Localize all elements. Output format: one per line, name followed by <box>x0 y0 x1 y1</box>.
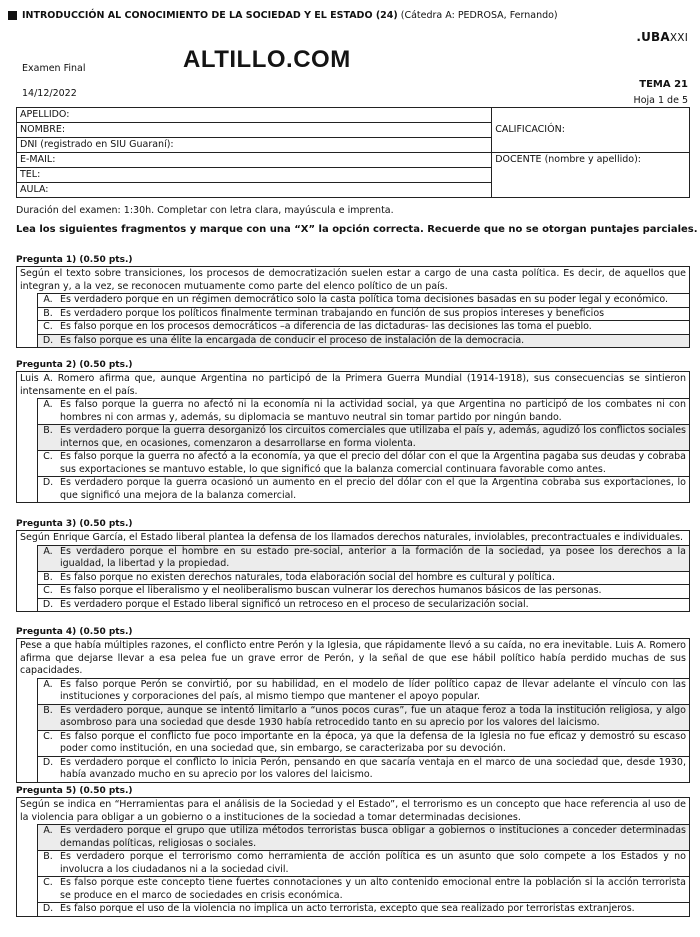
option-c[interactable] <box>37 450 689 476</box>
option-d[interactable] <box>37 902 689 916</box>
option-letter: D. <box>42 598 54 610</box>
option-text: Es falso porque en los procesos democráticos –a diferencia de las dictaduras- las decisiones las toma el pueblo. <box>60 321 592 332</box>
option-text: Es falso porque el liberalismo y el neoliberalismo buscan vulnerar los derechos humanos básicos de las personas. <box>60 585 602 596</box>
option-d[interactable] <box>37 476 689 502</box>
option-text: Es falso porque la guerra no afectó ni la economía ni la actividad social, ya que Argentina no participó de los combates ni con hombres ni con armas y, además, su diplomacia se mantuvo neutral sin tomar partido por ningún bando. <box>60 399 686 423</box>
question-3 <box>16 518 690 612</box>
option-letter: B. <box>43 571 53 583</box>
option-text: Es verdadero porque el terrorismo como herramienta de acción política es un asunto que solo compete a los Estados y no involucra a los ciudadanos ni a la sociedad civil. <box>60 851 686 875</box>
question-box <box>16 266 690 348</box>
option-a[interactable] <box>37 678 689 704</box>
option-letter: D. <box>42 756 54 768</box>
course-title <box>22 8 562 24</box>
question-title: Pregunta 3) (0.50 pts.) <box>16 519 133 529</box>
option-text: Es falso porque la guerra no afectó a la economía, ya que el precio del dólar con el que la Argentina pagaba sus deudas y cobraba sus exportaciones se mantuvo estable, lo que significó que la balanza comercial continuara favorable como antes. <box>60 451 686 475</box>
option-d[interactable] <box>37 598 689 612</box>
question-box <box>16 530 690 612</box>
exam-theme: TEMA 21 <box>639 79 688 90</box>
option-letter: A. <box>43 294 53 305</box>
question-5 <box>16 785 690 917</box>
option-letter: C. <box>43 730 53 742</box>
option-d[interactable] <box>37 756 689 782</box>
option-text: Es verdadero porque el Estado liberal significó un retroceso en el proceso de secularización social. <box>60 598 529 610</box>
option-letter: A. <box>43 545 53 557</box>
exam-type: Examen Final <box>22 63 86 74</box>
option-text: Es verdadero porque los políticos finalmente terminan trabajando en función de sus propios intereses y beneficios <box>60 307 605 319</box>
question-4 <box>16 626 690 783</box>
option-a[interactable] <box>37 398 689 424</box>
option-letter: A. <box>43 399 53 410</box>
exam-date: 14/12/2022 <box>22 88 77 99</box>
question-box <box>16 797 690 917</box>
option-b[interactable] <box>37 424 689 450</box>
option-letter: B. <box>43 307 53 319</box>
option-text: Es verdadero porque el conflicto lo inicia Perón, pensando en que sacaría ventaja en el marco de una sociedad que, desde 1930, había avanzado mucho en su aprecio por los valores del laicismo. <box>60 756 686 780</box>
option-letter: D. <box>42 334 54 346</box>
question-stem: Según se indica en “Herramientas para el análisis de la Sociedad y el Estado”, el terrorismo es un concepto que hace referencia al uso de la violencia para obligar a un gobierno o a instituciones de la sociedad a tomar determinadas decisiones. <box>20 799 686 823</box>
email-field[interactable]: E-MAIL: <box>17 153 492 168</box>
option-text: Es verdadero porque el hombre en su estado pre-social, anterior a la formación de la sociedad, ya posee los derechos a la igualdad, la libertad y la propiedad. <box>60 545 686 569</box>
option-text: Es falso porque este concepto tiene fuertes connotaciones y un alto contenido emocional entre la población si la acción terrorista se produce en el marco de sociedades en crisis económica. <box>60 877 686 901</box>
question-box <box>16 371 690 503</box>
option-a[interactable] <box>37 293 689 307</box>
option-letter: C. <box>43 877 53 888</box>
option-text: Es verdadero porque, aunque se intentó limitarlo a “unos pocos curas”, fue un ataque feroz a toda la institución religiosa, y algo asombroso para una sociedad que desde 1930 había retrocedido tanto en su aprecio por los valores del laicismo. <box>60 704 686 728</box>
question-title: Pregunta 2) (0.50 pts.) <box>16 360 133 370</box>
option-b[interactable] <box>37 850 689 876</box>
question-2 <box>16 359 690 503</box>
option-d[interactable] <box>37 334 689 348</box>
calificacion-field[interactable]: CALIFICACIÓN: <box>492 108 690 153</box>
option-letter: A. <box>43 825 53 836</box>
option-letter: C. <box>43 585 53 596</box>
option-text: Es verdadero porque el grupo que utiliza métodos terroristas busca obligar a gobiernos o instituciones a conceder determinadas demandas políticas, religiosas o sociales. <box>60 825 686 849</box>
exam-header <box>8 6 692 106</box>
docente-field[interactable]: DOCENTE (nombre y apellido): <box>492 153 690 198</box>
option-c[interactable] <box>37 730 689 756</box>
option-a[interactable] <box>37 824 689 850</box>
question-title: Pregunta 4) (0.50 pts.) <box>16 627 133 637</box>
option-text: Es falso porque es una élite la encargada de conducir el proceso de instalación de la democracia. <box>60 334 525 346</box>
student-info-table <box>16 107 690 198</box>
option-letter: C. <box>43 321 53 332</box>
option-letter: A. <box>43 678 53 690</box>
header-bullet-icon <box>8 11 17 20</box>
option-text: Es verdadero porque la guerra desorganizó los circuitos comerciales que utilizaba el país y, además, agudizó los conflictos sociales internos que, en ocasiones, comenzaron a desarrollarse en forma violenta. <box>60 425 686 449</box>
uba-text: .UBA <box>636 30 670 44</box>
option-text: Es verdadero porque en un régimen democrático solo la casta política toma decisiones basadas en su poder legal y económico. <box>60 294 669 305</box>
question-box <box>16 638 690 783</box>
option-letter: B. <box>43 704 53 716</box>
nombre-field[interactable]: NOMBRE: <box>17 123 492 138</box>
page-counter: Hoja 1 de 5 <box>633 95 688 106</box>
option-text: Es falso porque no existen derechos naturales, toda elaboración social del hombre es cultural y política. <box>60 571 555 583</box>
option-letter: B. <box>43 425 53 436</box>
question-stem: Según el texto sobre transiciones, los procesos de democratización suelen estar a cargo de una casta política. Es decir, de aquellos que integran y, a la vez, se reconocen mutuamente como parte del elenco político de un país. <box>20 268 686 292</box>
option-c[interactable] <box>37 876 689 902</box>
exam-duration: Duración del examen: 1:30h. Completar con letra clara, mayúscula e imprenta. <box>16 205 394 216</box>
question-title: Pregunta 1) (0.50 pts.) <box>16 255 133 265</box>
option-c[interactable] <box>37 584 689 598</box>
question-1 <box>16 254 690 348</box>
option-text: Es falso porque el conflicto fue poco importante en la época, ya que la defensa de la Iglesia no fue eficaz y demostró su escaso poder como institución, en una sociedad que, sin embargo, se caracterizaba por su devoción. <box>60 730 686 754</box>
aula-field[interactable]: AULA: <box>17 183 492 198</box>
option-letter: C. <box>43 451 53 462</box>
uba-suffix: XXI <box>669 32 688 44</box>
option-a[interactable] <box>37 545 689 571</box>
option-b[interactable] <box>37 307 689 321</box>
option-text: Es falso porque Perón se convirtió, por su habilidad, en el modelo de líder político capaz de llevar adelante el vínculo con las instituciones y corporaciones del país, al mismo tiempo que mantener el apoyo popular. <box>60 678 686 702</box>
question-title: Pregunta 5) (0.50 pts.) <box>16 786 133 796</box>
uba-xxi-logo <box>636 30 688 44</box>
dni-field[interactable]: DNI (registrado en SIU Guaraní): <box>17 138 492 153</box>
apellido-field[interactable]: APELLIDO: <box>17 108 492 123</box>
option-b[interactable] <box>37 571 689 585</box>
altillo-logo: ALTILLO.COM <box>183 46 351 73</box>
tel-field[interactable]: TEL: <box>17 168 492 183</box>
option-c[interactable] <box>37 320 689 334</box>
option-letter: D. <box>42 903 54 914</box>
course-chair: (Cátedra A: PEDROSA, Fernando) <box>400 10 558 21</box>
question-stem: Pese a que había múltiples razones, el conflicto entre Perón y la Iglesia, que rápidamente llevó a su caída, no era inevitable. Luis A. Romero afirma que dejarse llevar a esa pelea fue un grave error de Perón, y la señal de que ese hábil político había perdido muchas de sus capacidades. <box>20 640 686 676</box>
option-b[interactable] <box>37 704 689 730</box>
course-name: INTRODUCCIÓN AL CONOCIMIENTO DE LA SOCIEDAD Y EL ESTADO (24) <box>22 10 398 21</box>
exam-instructions: Lea los siguientes fragmentos y marque con una “X” la opción correcta. Recuerde que no se otorgan puntajes parciales. <box>16 224 698 235</box>
question-stem: Luis A. Romero afirma que, aunque Argentina no participó de la Primera Guerra Mundial (1914-1918), sus consecuencias se sintieron intensamente en el país. <box>20 373 686 397</box>
option-text: Es verdadero porque la guerra ocasionó un aumento en el precio del dólar con el que la Argentina cobraba sus exportaciones, lo que significó una mejora de la balanza comercial. <box>60 477 686 501</box>
question-stem: Según Enrique García, el Estado liberal plantea la defensa de los llamados derechos naturales, inviolables, precontractuales e individuales. <box>20 532 684 543</box>
option-text: Es falso porque el uso de la violencia no implica un acto terrorista, excepto que sea realizado por terroristas extranjeros. <box>60 903 635 914</box>
option-letter: D. <box>42 477 54 488</box>
option-letter: B. <box>43 851 53 862</box>
